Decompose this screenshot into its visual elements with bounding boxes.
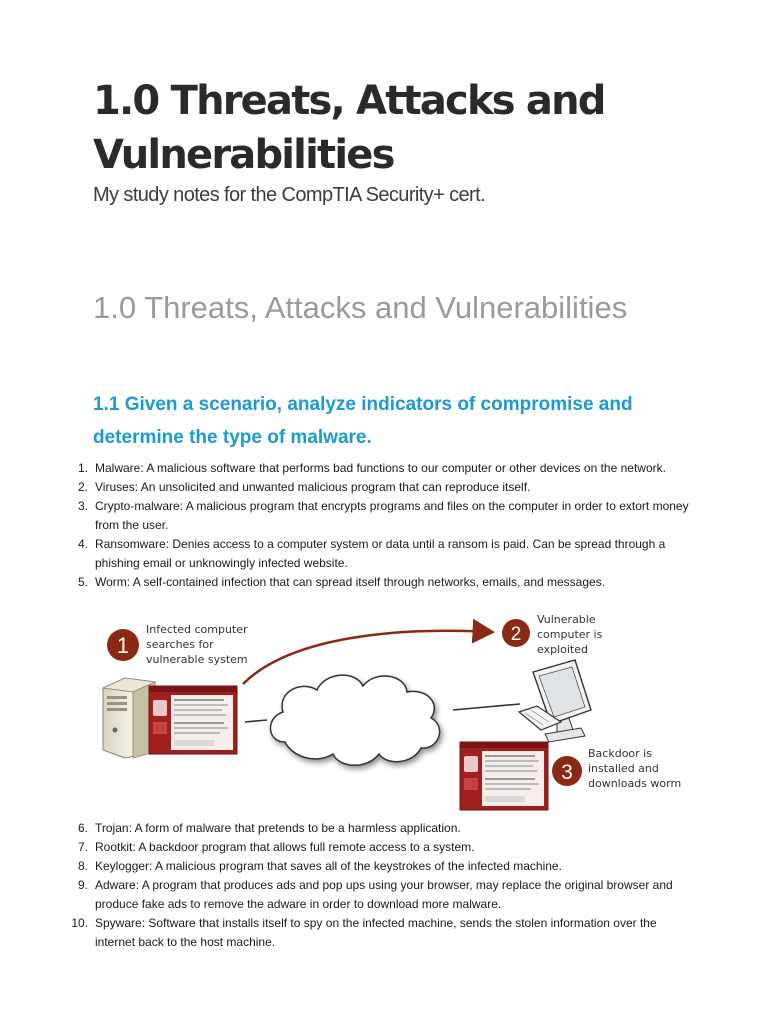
page-subtitle: My study notes for the CompTIA Security+ cert. (93, 184, 486, 206)
list-item-number: 10. (71, 916, 88, 930)
list-item-text: Viruses: An unsolicited and unwanted malicious program that can reproduce itself. (95, 480, 531, 494)
list-item-number: 8. (77, 859, 88, 873)
list-item-number: 3. (77, 499, 88, 513)
list-item-number: 9. (77, 878, 88, 892)
list-item-text: Trojan: A form of malware that pretends to be a harmless application. (95, 821, 461, 835)
worm-propagation-diagram (95, 612, 685, 817)
network-link-left (245, 720, 267, 722)
step-3-label: Backdoor is installed and downloads worm (588, 747, 682, 790)
ransom-screen (149, 686, 237, 754)
list-item-text: Keylogger: A malicious program that saves all of the keystrokes of the infected machine. (95, 859, 562, 873)
list-item-text: Adware: A program that produces ads and pop ups using your browser, may replace the original browser and produce fake ads to remove the adware in order to download more malware. (95, 878, 673, 911)
list-item-number: 6. (77, 821, 88, 835)
list-item (77, 478, 695, 497)
list-item-text: Ransomware: Denies access to a computer system or data until a ransom is paid. Can be spread through a phishing email or unknowingly infected website. (95, 537, 666, 570)
list-item (77, 838, 695, 857)
server-icon (103, 678, 155, 758)
list-item-number: 1. (77, 461, 88, 475)
list-item (71, 914, 695, 952)
step-3-number: 3 (561, 761, 573, 784)
cloud-icon (270, 675, 439, 765)
step-1-number: 1 (116, 633, 130, 658)
step-1-label: Infected computer searches for vulnerable system (146, 623, 248, 666)
network-link-right (453, 704, 520, 710)
list-item-number: 7. (77, 840, 88, 854)
section-title: 1.0 Threats, Attacks and Vulnerabilities (93, 290, 628, 325)
list-item (77, 857, 695, 876)
list-item-number: 2. (77, 480, 88, 494)
list-item (77, 573, 695, 592)
list-item-text: Spyware: Software that installs itself to spy on the infected machine, sends the stolen information over the internet back to the host machine. (95, 916, 657, 949)
page-title: 1.0 Threats, Attacks and Vulnerabilities (93, 78, 605, 178)
ransom-screen-bottom (460, 742, 548, 810)
list-item-number: 4. (77, 537, 88, 551)
list-item-text: Crypto-malware: A malicious program that encrypts programs and files on the computer in order to extort money from the user. (95, 499, 689, 532)
list-item (77, 819, 695, 838)
list-item (77, 497, 695, 535)
malware-list-continued (71, 819, 695, 952)
step-2-number: 2 (510, 624, 522, 645)
computer-icon (519, 660, 591, 742)
list-item-text: Malware: A malicious software that performs bad functions to our computer or other devices on the network. (95, 461, 666, 475)
infection-arrow (243, 631, 490, 684)
step-2-label: Vulnerable computer is exploited (537, 613, 603, 656)
list-item-text: Rootkit: A backdoor program that allows full remote access to a system. (95, 840, 475, 854)
list-item (77, 876, 695, 914)
list-item-text: Worm: A self-contained infection that can spread itself through networks, emails, and messages. (95, 575, 606, 589)
list-item (77, 535, 695, 573)
subsection-title: 1.1 Given a scenario, analyze indicators of compromise and determine the type of malware. (93, 394, 633, 448)
list-item (77, 459, 695, 478)
malware-list (77, 459, 695, 592)
list-item-number: 5. (77, 575, 88, 589)
